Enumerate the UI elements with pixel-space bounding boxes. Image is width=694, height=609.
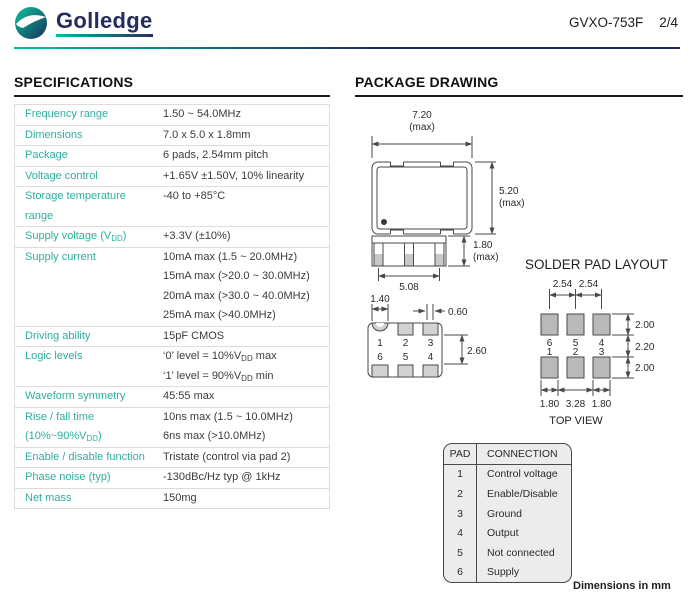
package-bottom-view-drawing — [352, 292, 532, 394]
pad-connection-cell: Output — [487, 527, 519, 540]
pad-column-header: PAD — [444, 444, 477, 464]
spec-row — [15, 386, 329, 407]
svg-text:6: 6 — [546, 338, 553, 349]
specifications-table — [14, 104, 330, 509]
svg-text:2: 2 — [402, 338, 409, 349]
spec-label: Supply current — [25, 250, 96, 263]
spec-label: Logic levels — [25, 350, 83, 362]
package-side-view-drawing — [358, 226, 528, 292]
spec-value: 10ns max (1.5 ~ 10.0MHz) 6ns max (>10.0MHz) — [163, 410, 293, 442]
spec-label: Driving ability — [25, 329, 91, 342]
dim-pad-height-bottom: 2.00 — [635, 363, 655, 374]
spec-row — [15, 145, 329, 166]
spec-value: 1.50 ~ 54.0MHz — [163, 108, 241, 120]
spec-row — [15, 346, 329, 386]
solder-pad-layout-title: SOLDER PAD LAYOUT — [525, 257, 668, 272]
pad-table-row — [444, 563, 571, 583]
pad-numbers — [377, 338, 434, 363]
dim-pitch-1: 2.54 — [552, 279, 573, 290]
page-number: 2/4 — [659, 15, 678, 30]
svg-text:3: 3 — [427, 338, 434, 349]
pin1-marker-dot — [381, 219, 387, 225]
dimensions-note: Dimensions in mm — [573, 580, 671, 592]
spec-label: Rise / fall time $(10\%\sim 90\%V_{DD})$ — [25, 410, 102, 443]
spec-label: Voltage control — [25, 169, 98, 182]
spec-label: Frequency range — [25, 108, 109, 120]
spec-value: 7.0 x 5.0 x 1.8mm — [163, 128, 251, 141]
pad-table-header — [444, 444, 571, 465]
svg-text:3: 3 — [598, 347, 605, 358]
spec-value: +3.3V (±10%) — [163, 230, 231, 242]
pad-connection-cell: Supply — [487, 566, 520, 579]
pad-connection-cell: Ground — [487, 507, 523, 520]
dim-width-note: (max) — [409, 122, 435, 133]
spec-value: -130dBc/Hz typ @ 1kHz — [163, 471, 281, 483]
dim-bottom-2: 3.28 — [565, 399, 586, 410]
dim-height-note: (max) — [473, 252, 499, 263]
spec-row — [15, 488, 329, 509]
svg-text:4: 4 — [598, 338, 605, 349]
spec-row — [15, 467, 329, 488]
spec-label: Waveform symmetry — [25, 390, 126, 402]
dim-row-gap: 2.60 — [467, 346, 487, 357]
dim-pad-height-top: 2.00 — [635, 320, 655, 331]
pad-table — [443, 443, 572, 583]
spec-value: 150mg — [163, 491, 197, 504]
svg-text:5: 5 — [572, 338, 579, 349]
top-view-caption: TOP VIEW — [549, 415, 603, 427]
dim-pad-span: 5.08 — [399, 282, 419, 292]
dim-pitch-2: 2.54 — [578, 279, 599, 290]
pad-number-cell: 1 — [444, 465, 477, 485]
pad-table-row — [444, 484, 571, 504]
spec-label: Storage temperature range — [25, 190, 126, 222]
spec-row — [15, 247, 329, 326]
spec-value: 45:55 max — [163, 390, 215, 402]
dim-bottom-1: 1.80 — [539, 399, 560, 410]
brand-name: Golledge — [56, 8, 153, 34]
dim-bottom-3: 1.80 — [591, 399, 612, 410]
dimension-lines — [541, 289, 634, 396]
spec-row — [15, 226, 329, 247]
spec-value: Tristate (control via pad 2) — [163, 450, 291, 463]
pad-table-body — [444, 465, 571, 583]
spec-row — [15, 186, 329, 226]
spec-label: Dimensions — [25, 128, 83, 141]
svg-text:4: 4 — [427, 352, 434, 363]
package-drawing-title: PACKAGE DRAWING — [355, 74, 683, 97]
pad-table-row — [444, 543, 571, 563]
spec-row — [15, 326, 329, 347]
spec-label: Enable / disable function — [25, 450, 145, 463]
pad-table-row — [444, 523, 571, 543]
pad-numbers — [547, 338, 605, 358]
pad-table-row — [444, 465, 571, 485]
dim-height: 1.80 — [473, 240, 493, 251]
spec-label: Phase noise (typ) — [25, 471, 111, 483]
spec-value: ‘0’ level = $10\%V_{DD}$ max ‘1’ level = $90\%V_{DD}$ min — [163, 350, 277, 383]
pad-connection-cell: Not connected — [487, 546, 555, 559]
spec-value: 6 pads, 2.54mm pitch — [163, 149, 269, 161]
dim-pad1-width: 1.40 — [370, 294, 390, 305]
pad-table-row — [444, 504, 571, 524]
spec-value: 10mA max (1.5 ~ 20.0MHz) 15mA max (>20.0 ~ 30.0MHz) 20mA max (>30.0 ~ 40.0MHz) 25mA max (>40.0MHz) — [163, 250, 310, 321]
pad-number-cell: 4 — [444, 523, 477, 543]
svg-text:1: 1 — [377, 338, 383, 349]
spec-value: 15pF CMOS — [163, 329, 225, 342]
package-outline — [368, 323, 442, 377]
dimension-lines — [372, 136, 496, 234]
pad-number-cell: 3 — [444, 504, 477, 524]
spec-value: -40 to +85°C — [163, 190, 226, 202]
connection-column-header: CONNECTION — [487, 447, 558, 460]
pad-connection-cell: Enable/Disable — [487, 487, 558, 500]
pad-number-cell: 5 — [444, 543, 477, 563]
spec-label: Supply voltage $(V_{DD})$ — [25, 230, 127, 243]
pad-number-cell: 6 — [444, 563, 477, 583]
svg-text:6: 6 — [377, 352, 383, 363]
pad-connection-cell: Control voltage — [487, 468, 558, 481]
specifications-title: SPECIFICATIONS — [14, 74, 330, 97]
brand-underline — [56, 34, 153, 37]
spec-value: +1.65V ±1.50V, 10% linearity — [163, 169, 305, 182]
header-rule — [14, 47, 680, 49]
brand-logo — [14, 6, 153, 40]
spec-row — [15, 125, 329, 146]
spec-label: Package — [25, 149, 68, 161]
specifications-section — [14, 74, 330, 509]
package-outline — [372, 161, 472, 235]
document-reference — [569, 15, 678, 30]
spec-label: Net mass — [25, 491, 72, 504]
dim-row-gap: 2.20 — [635, 342, 655, 353]
dim-castellation-width: 0.60 — [448, 307, 468, 318]
dim-width: 7.20 — [412, 110, 432, 121]
svg-text:5: 5 — [402, 352, 409, 363]
spec-row — [15, 407, 329, 447]
spec-row — [15, 447, 329, 468]
dim-height-note: (max) — [499, 198, 525, 209]
spec-row — [15, 104, 329, 125]
svg-text:1: 1 — [546, 347, 553, 358]
package-outline — [372, 236, 446, 266]
part-number: GVXO-753F — [568, 15, 644, 30]
svg-text:2: 2 — [572, 347, 579, 358]
package-top-view-drawing — [358, 100, 528, 236]
spec-row — [15, 166, 329, 187]
solder-pad-layout-drawing — [530, 275, 694, 415]
dim-height: 5.20 — [499, 186, 519, 197]
golledge-globe-icon — [14, 6, 48, 40]
pad-number-cell: 2 — [444, 484, 477, 504]
